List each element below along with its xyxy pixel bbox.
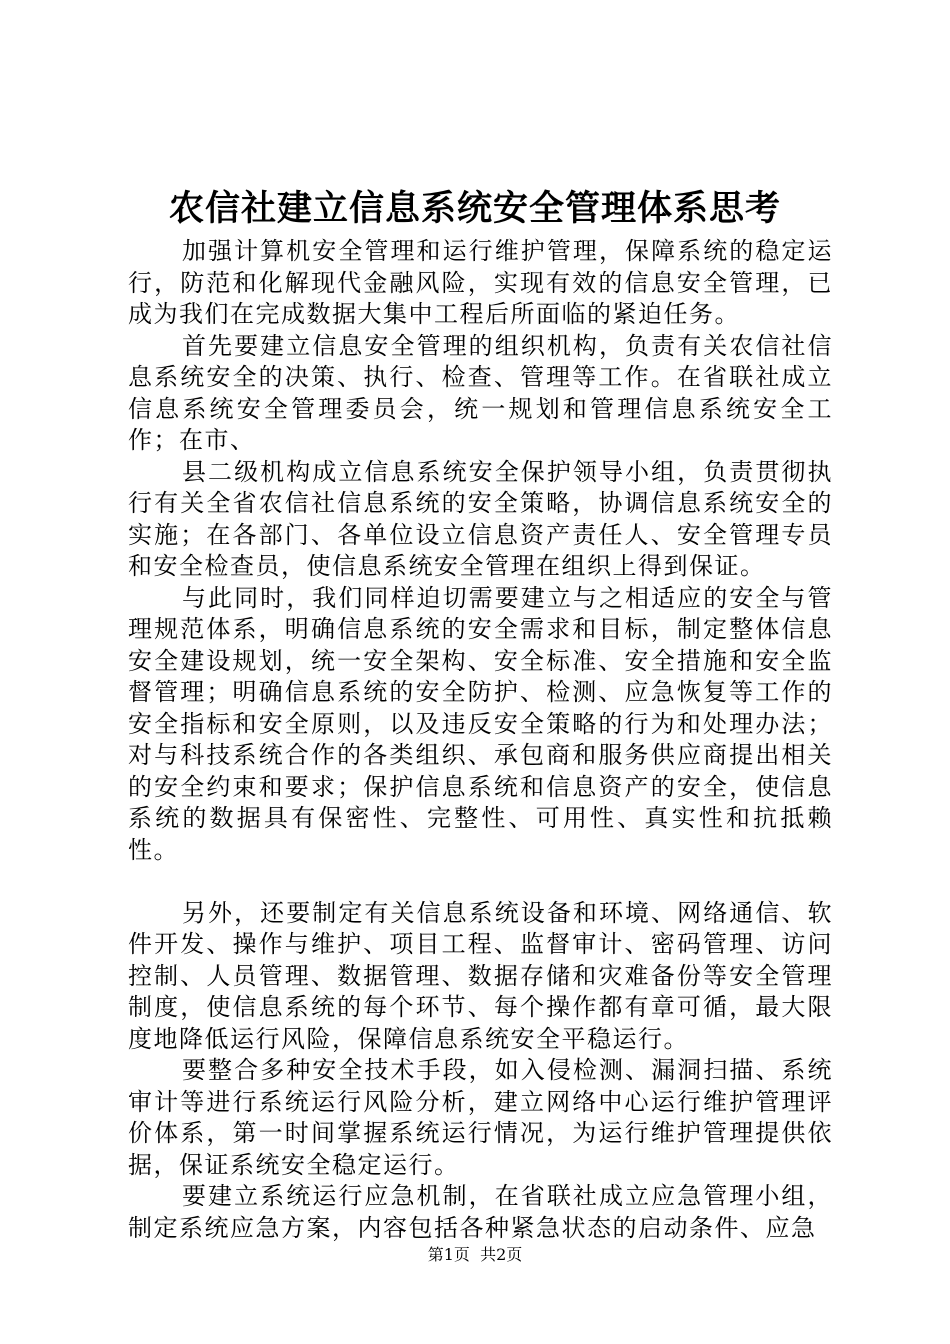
page-total: 共2页 bbox=[480, 1245, 523, 1264]
paragraph-1: 加强计算机安全管理和运行维护管理，保障系统的稳定运行，防范和化解现代金融风险，实现有效的信息安全管理，已成为我们在完成数据大集中工程后所面临的紧迫任务。 bbox=[128, 237, 833, 328]
paragraph-3: 县二级机构成立信息系统安全保护领导小组，负责贯彻执行有关全省农信社信息系统的安全策略，协调信息系统安全的实施；在各部门、各单位设立信息资产责任人、安全管理专员和安全检查员，使信息系统安全管理在组织上得到保证。 bbox=[128, 457, 833, 580]
paragraph-gap bbox=[128, 866, 833, 898]
paragraph-6: 要整合多种安全技术手段，如入侵检测、漏洞扫描、系统审计等进行系统运行风险分析，建立网络中心运行维护管理评价体系，第一时间掌握系统运行情况，为运行维护管理提供依据，保证系统安全稳定运行。 bbox=[128, 1056, 833, 1179]
document-body bbox=[128, 236, 833, 1244]
document-title: 农信社建立信息系统安全管理体系思考 bbox=[168, 188, 781, 229]
paragraph-7: 要建立系统运行应急机制，在省联社成立应急管理小组，制定系统应急方案，内容包括各种紧急状态的启动条件、应急 bbox=[128, 1182, 833, 1242]
page-number: 第1页 bbox=[427, 1245, 470, 1264]
paragraph-4: 与此同时，我们同样迫切需要建立与之相适应的安全与管理规范体系，明确信息系统的安全需求和目标，制定整体信息安全建设规划，统一安全架构、安全标准、安全措施和安全监督管理；明确信息系统的安全防护、检测、应急恢复等工作的安全指标和安全原则，以及违反安全策略的行为和处理办法；对与科技系统合作的各类组织、承包商和服务供应商提出相关的安全约束和要求；保护信息系统和信息资产的安全，使信息系统的数据具有保密性、完整性、可用性、真实性和抗抵赖性。 bbox=[128, 583, 833, 864]
page-footer bbox=[0, 1245, 950, 1265]
paragraph-2: 首先要建立信息安全管理的组织机构，负责有关农信社信息系统安全的决策、执行、检查、管理等工作。在省联社成立信息系统安全管理委员会，统一规划和管理信息系统安全工作；在市、 bbox=[128, 331, 833, 454]
paragraph-5: 另外，还要制定有关信息系统设备和环境、网络通信、软件开发、操作与维护、项目工程、监督审计、密码管理、访问控制、人员管理、数据管理、数据存储和灾难备份等安全管理制度，使信息系统的每个环节、每个操作都有章可循，最大限度地降低运行风险，保障信息系统安全平稳运行。 bbox=[128, 898, 833, 1053]
